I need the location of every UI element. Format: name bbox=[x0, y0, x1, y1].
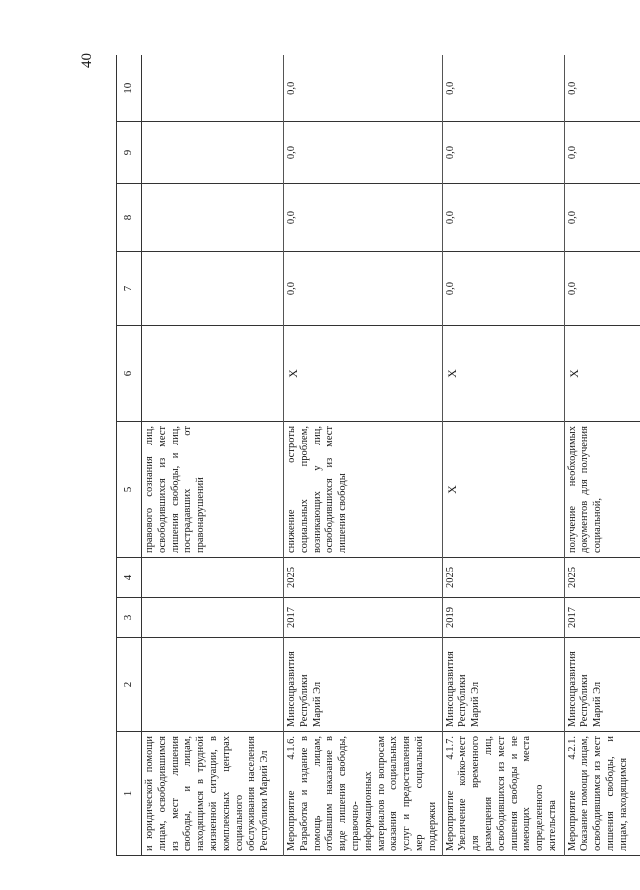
value-cell bbox=[142, 122, 284, 184]
indicator-cell: X bbox=[442, 326, 564, 422]
value-cell bbox=[142, 56, 284, 122]
executor-cell: Минсоцразвития Республики Марий Эл bbox=[442, 638, 564, 732]
value-cell bbox=[142, 252, 284, 326]
header-cell: 3 bbox=[117, 598, 142, 638]
header-cell: 6 bbox=[117, 326, 142, 422]
measure-cell: Мероприятие 4.2.1. Оказание помощи лицам, освободившимся из мест лишения свободы, и лицам, находящимся bbox=[564, 732, 640, 856]
header-cell: 1 bbox=[117, 732, 142, 856]
value-cell: 0,0 bbox=[284, 122, 443, 184]
indicator-cell bbox=[142, 326, 284, 422]
table-row bbox=[564, 56, 640, 856]
header-cell: 5 bbox=[117, 422, 142, 558]
table-row bbox=[142, 56, 284, 856]
value-cell: 0,0 bbox=[442, 252, 564, 326]
header-cell: 9 bbox=[117, 122, 142, 184]
start-year-cell: 2017 bbox=[564, 598, 640, 638]
value-cell: 0,0 bbox=[564, 184, 640, 252]
page-number: 40 bbox=[79, 53, 95, 68]
end-year-cell bbox=[142, 558, 284, 598]
value-cell: 0,0 bbox=[564, 252, 640, 326]
value-cell: 0,0 bbox=[284, 56, 443, 122]
end-year-cell: 2025 bbox=[284, 558, 443, 598]
executor-cell bbox=[142, 638, 284, 732]
measure-cell: и юридической помощи лицам, освободившимся из мест лишения свободы, и лицам, находящимся в трудной жизненной ситуации, в комплексных центрах социального обслуживания населения Республики Марий Эл bbox=[142, 732, 284, 856]
measure-cell: Мероприятие 4.1.6. Разработка и издание в помощь лицам, отбывшим наказание в виде лишения свободы, справочно-информационных материалов по вопросам оказания социальных услуг и предоставления мер социальной поддержки bbox=[284, 732, 443, 856]
start-year-cell: 2017 bbox=[284, 598, 443, 638]
header-cell: 8 bbox=[117, 184, 142, 252]
executor-cell: Минсоцразвития Республики Марий Эл bbox=[564, 638, 640, 732]
result-cell: снижение остроты социальных проблем, возникающих у лиц, освободившихся из мест лишения свободы bbox=[284, 422, 443, 558]
start-year-cell: 2019 bbox=[442, 598, 564, 638]
value-cell: 0,0 bbox=[284, 252, 443, 326]
value-cell: 0,0 bbox=[564, 56, 640, 122]
header-cell: 7 bbox=[117, 252, 142, 326]
header-cell: 10 bbox=[117, 56, 142, 122]
result-cell: получение необходимых документов для получения социальной, bbox=[564, 422, 640, 558]
value-cell: 0,0 bbox=[442, 122, 564, 184]
indicator-cell: X bbox=[284, 326, 443, 422]
table-row bbox=[442, 56, 564, 856]
end-year-cell: 2025 bbox=[564, 558, 640, 598]
value-cell: 0,0 bbox=[442, 56, 564, 122]
start-year-cell bbox=[142, 598, 284, 638]
value-cell bbox=[142, 184, 284, 252]
indicator-cell: X bbox=[564, 326, 640, 422]
program-table bbox=[116, 56, 640, 857]
executor-cell: Минсоцразвития Республики Марий Эл bbox=[284, 638, 443, 732]
header-row bbox=[117, 56, 142, 856]
value-cell: 0,0 bbox=[564, 122, 640, 184]
rotated-table-container bbox=[116, 56, 640, 856]
header-cell: 2 bbox=[117, 638, 142, 732]
table-row bbox=[284, 56, 443, 856]
end-year-cell: 2025 bbox=[442, 558, 564, 598]
result-cell: правового сознания лиц, освободившихся из мест лишения свободы, и лиц, пострадавших от правонарушений bbox=[142, 422, 284, 558]
header-cell: 4 bbox=[117, 558, 142, 598]
result-cell: X bbox=[442, 422, 564, 558]
value-cell: 0,0 bbox=[284, 184, 443, 252]
measure-cell: Мероприятие 4.1.7. Увеличение койко-мест для временного размещения лиц, освободившихся из мест лишения свободы и не имеющих места определенного жительства bbox=[442, 732, 564, 856]
value-cell: 0,0 bbox=[442, 184, 564, 252]
